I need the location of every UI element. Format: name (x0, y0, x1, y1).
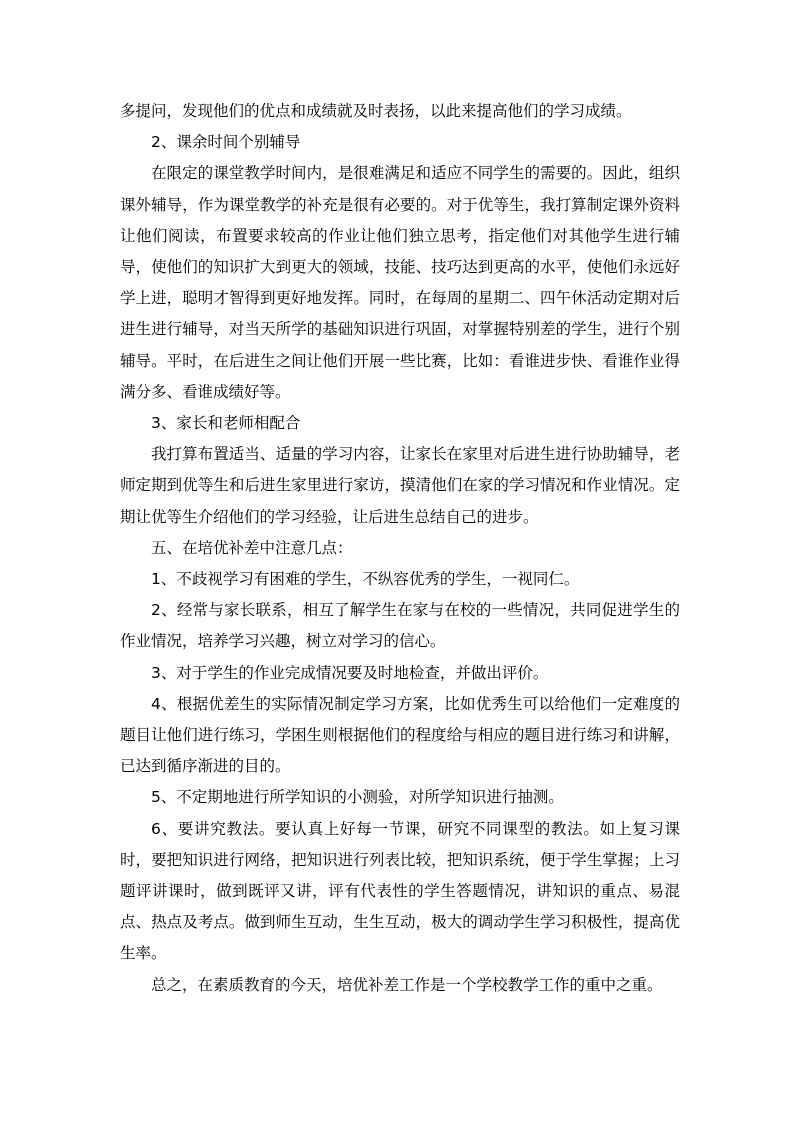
list-item-note-4: 4、根据优差生的实际情况制定学习方案，比如优秀生可以给他们一定难度的题目让他们进行练习，学困生则根据他们的程度给与相应的题目进行练习和讲解，已达到循序渐进的目的。 (120, 694, 680, 776)
list-item-note-5: 5、不定期地进行所学知识的小测验，对所学知识进行抽测。 (151, 788, 564, 807)
document-body (120, 96, 680, 1001)
paragraph-continuation: 多提问，发现他们的优点和成绩就及时表扬，以此来提高他们的学习成绩。 (120, 102, 632, 120)
section-heading-after-class-tutoring: 2、课余时间个别辅导 (151, 133, 301, 152)
list-item-note-1: 1、不歧视学习有困难的学生，不纵容优秀的学生，一视同仁。 (151, 570, 580, 589)
section-heading-notes: 五、在培优补差中注意几点： (151, 538, 353, 557)
paragraph-conclusion: 总之，在素质教育的今天，培优补差工作是一个学校教学工作的重中之重。 (151, 975, 663, 994)
paragraph-parent-teacher: 我打算布置适当、适量的学习内容，让家长在家里对后进生进行协助辅导，老师定期到优等生和后进生家里进行家访，摸清他们在家的学习情况和作业情况。定期让优等生介绍他们的学习经验，让后进生总结自己的进步。 (120, 445, 680, 526)
section-heading-parent-teacher: 3、家长和老师相配合 (151, 414, 301, 433)
list-item-note-2: 2、经常与家长联系，相互了解学生在家与在校的一些情况，共同促进学生的作业情况，培养学习兴趣，树立对学习的信心。 (120, 601, 680, 651)
paragraph-after-class-tutoring: 在限定的课堂教学时间内，是很难满足和适应不同学生的需要的。因此，组织课外辅导，作为课堂教学的补充是很有必要的。对于优等生，我打算制定课外资料让他们阅读，布置要求较高的作业让他们独立思考，指定他们对其他学生进行辅导，使他们的知识扩大到更大的领域，技能、技巧达到更高的水平，使他们永远好学上进，聪明才智得到更好地发挥。同时，在每周的星期二、四午休活动定期对后进生进行辅导，对当天所学的基础知识进行巩固，对掌握特别差的学生，进行个别辅导。平时，在后进生之间让他们开展一些比赛，比如：看谁进步快、看谁作业得满分多、看谁成绩好等。 (120, 164, 680, 401)
list-item-note-3: 3、对于学生的作业完成情况要及时地检查，并做出评价。 (151, 663, 549, 682)
list-item-note-6: 6、要讲究教法。要认真上好每一节课，研究不同课型的教法。如上复习课时，要把知识进行网络，把知识进行列表比较，把知识系统，便于学生掌握；上习题评讲课时，做到既评又讲，评有代表性的学生答题情况，讲知识的重点、易混点、热点及考点。做到师生互动，生生互动，极大的调动学生学习积极性，提高优生率。 (120, 819, 680, 963)
